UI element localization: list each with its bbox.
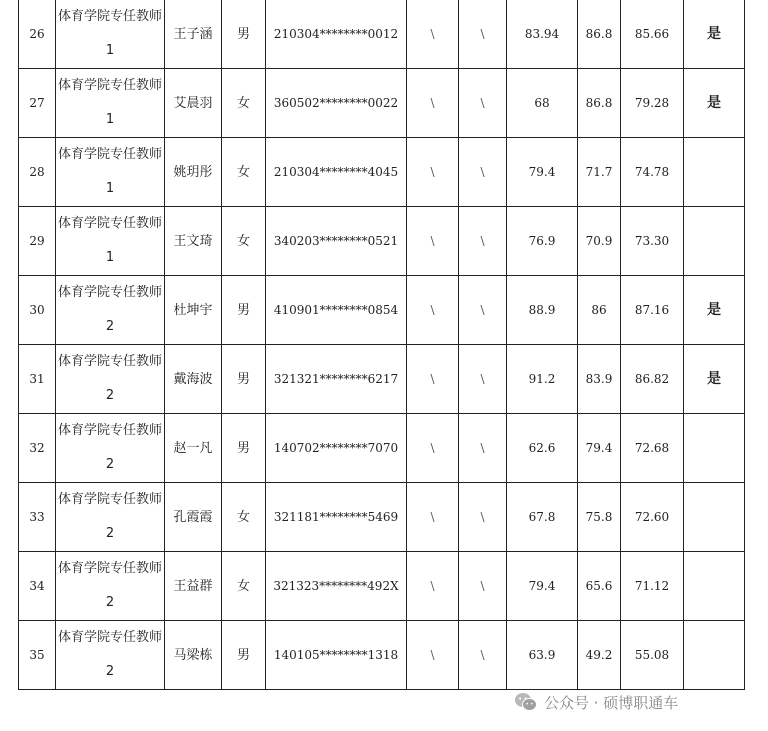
cell-position: 体育学院专任教师1 bbox=[56, 0, 165, 69]
cell-slash: \ bbox=[459, 552, 507, 621]
cell-score: 79.4 bbox=[507, 138, 578, 207]
table-row bbox=[19, 69, 745, 138]
cell-gender: 女 bbox=[222, 138, 266, 207]
cell-number: 28 bbox=[19, 138, 56, 207]
cell-score: 68 bbox=[507, 69, 578, 138]
cell-score: 79.4 bbox=[578, 414, 621, 483]
cell-name: 姚玥彤 bbox=[165, 138, 222, 207]
cell-number: 29 bbox=[19, 207, 56, 276]
cell-score: 86 bbox=[578, 276, 621, 345]
cell-score: 65.6 bbox=[578, 552, 621, 621]
cell-pass-status: 是 bbox=[684, 0, 745, 69]
cell-name: 王益群 bbox=[165, 552, 222, 621]
cell-score: 75.8 bbox=[578, 483, 621, 552]
cell-id-number: 340203********0521 bbox=[266, 207, 407, 276]
cell-pass-status bbox=[684, 552, 745, 621]
cell-name: 赵一凡 bbox=[165, 414, 222, 483]
cell-slash: \ bbox=[407, 483, 459, 552]
cell-total-score: 74.78 bbox=[621, 138, 684, 207]
cell-slash: \ bbox=[407, 552, 459, 621]
cell-pass-status: 是 bbox=[684, 69, 745, 138]
cell-id-number: 210304********0012 bbox=[266, 0, 407, 69]
cell-slash: \ bbox=[407, 138, 459, 207]
results-table-container bbox=[18, 0, 744, 690]
cell-slash: \ bbox=[459, 207, 507, 276]
cell-name: 孔霞霞 bbox=[165, 483, 222, 552]
cell-position: 体育学院专任教师2 bbox=[56, 345, 165, 414]
cell-name: 马梁栋 bbox=[165, 621, 222, 690]
cell-id-number: 140105********1318 bbox=[266, 621, 407, 690]
cell-score: 86.8 bbox=[578, 69, 621, 138]
cell-slash: \ bbox=[459, 276, 507, 345]
cell-pass-status: 是 bbox=[684, 276, 745, 345]
cell-position: 体育学院专任教师2 bbox=[56, 552, 165, 621]
table-row bbox=[19, 552, 745, 621]
cell-id-number: 360502********0022 bbox=[266, 69, 407, 138]
cell-id-number: 210304********4045 bbox=[266, 138, 407, 207]
cell-number: 27 bbox=[19, 69, 56, 138]
cell-gender: 男 bbox=[222, 345, 266, 414]
results-table bbox=[18, 0, 745, 690]
cell-name: 艾晨羽 bbox=[165, 69, 222, 138]
cell-pass-status: 是 bbox=[684, 345, 745, 414]
table-row bbox=[19, 345, 745, 414]
cell-slash: \ bbox=[459, 345, 507, 414]
cell-score: 76.9 bbox=[507, 207, 578, 276]
cell-id-number: 321181********5469 bbox=[266, 483, 407, 552]
cell-slash: \ bbox=[407, 345, 459, 414]
cell-score: 83.94 bbox=[507, 0, 578, 69]
cell-number: 26 bbox=[19, 0, 56, 69]
cell-gender: 男 bbox=[222, 621, 266, 690]
cell-pass-status bbox=[684, 483, 745, 552]
cell-score: 63.9 bbox=[507, 621, 578, 690]
cell-name: 王子涵 bbox=[165, 0, 222, 69]
cell-gender: 女 bbox=[222, 207, 266, 276]
cell-slash: \ bbox=[407, 0, 459, 69]
cell-slash: \ bbox=[459, 621, 507, 690]
cell-number: 32 bbox=[19, 414, 56, 483]
cell-slash: \ bbox=[407, 207, 459, 276]
cell-name: 王文琦 bbox=[165, 207, 222, 276]
cell-gender: 女 bbox=[222, 483, 266, 552]
cell-slash: \ bbox=[407, 69, 459, 138]
cell-slash: \ bbox=[459, 414, 507, 483]
table-row bbox=[19, 414, 745, 483]
cell-pass-status bbox=[684, 207, 745, 276]
cell-id-number: 321321********6217 bbox=[266, 345, 407, 414]
cell-gender: 男 bbox=[222, 414, 266, 483]
table-row bbox=[19, 621, 745, 690]
cell-name: 戴海波 bbox=[165, 345, 222, 414]
cell-slash: \ bbox=[407, 414, 459, 483]
cell-total-score: 72.60 bbox=[621, 483, 684, 552]
cell-total-score: 55.08 bbox=[621, 621, 684, 690]
cell-score: 67.8 bbox=[507, 483, 578, 552]
cell-id-number: 140702********7070 bbox=[266, 414, 407, 483]
cell-slash: \ bbox=[459, 69, 507, 138]
cell-pass-status bbox=[684, 414, 745, 483]
cell-score: 79.4 bbox=[507, 552, 578, 621]
cell-total-score: 87.16 bbox=[621, 276, 684, 345]
cell-number: 35 bbox=[19, 621, 56, 690]
cell-position: 体育学院专任教师1 bbox=[56, 138, 165, 207]
cell-score: 49.2 bbox=[578, 621, 621, 690]
cell-gender: 男 bbox=[222, 0, 266, 69]
cell-pass-status bbox=[684, 621, 745, 690]
cell-position: 体育学院专任教师1 bbox=[56, 207, 165, 276]
cell-total-score: 73.30 bbox=[621, 207, 684, 276]
table-row bbox=[19, 483, 745, 552]
cell-slash: \ bbox=[459, 0, 507, 69]
cell-pass-status bbox=[684, 138, 745, 207]
cell-score: 86.8 bbox=[578, 0, 621, 69]
cell-position: 体育学院专任教师1 bbox=[56, 69, 165, 138]
cell-score: 91.2 bbox=[507, 345, 578, 414]
cell-score: 62.6 bbox=[507, 414, 578, 483]
table-row bbox=[19, 0, 745, 69]
watermark-text: 公众号 · 硕博职通车 bbox=[544, 693, 679, 712]
cell-slash: \ bbox=[459, 483, 507, 552]
cell-id-number: 321323********492X bbox=[266, 552, 407, 621]
cell-score: 71.7 bbox=[578, 138, 621, 207]
cell-slash: \ bbox=[407, 276, 459, 345]
cell-total-score: 85.66 bbox=[621, 0, 684, 69]
cell-id-number: 410901********0854 bbox=[266, 276, 407, 345]
cell-position: 体育学院专任教师2 bbox=[56, 414, 165, 483]
cell-position: 体育学院专任教师2 bbox=[56, 483, 165, 552]
cell-position: 体育学院专任教师2 bbox=[56, 621, 165, 690]
results-table-body bbox=[19, 0, 745, 690]
table-row bbox=[19, 138, 745, 207]
cell-score: 88.9 bbox=[507, 276, 578, 345]
cell-total-score: 71.12 bbox=[621, 552, 684, 621]
table-row bbox=[19, 276, 745, 345]
cell-number: 30 bbox=[19, 276, 56, 345]
cell-gender: 女 bbox=[222, 552, 266, 621]
cell-position: 体育学院专任教师2 bbox=[56, 276, 165, 345]
cell-slash: \ bbox=[407, 621, 459, 690]
cell-gender: 女 bbox=[222, 69, 266, 138]
cell-number: 34 bbox=[19, 552, 56, 621]
cell-total-score: 79.28 bbox=[621, 69, 684, 138]
cell-number: 33 bbox=[19, 483, 56, 552]
cell-name: 杜坤宇 bbox=[165, 276, 222, 345]
cell-total-score: 72.68 bbox=[621, 414, 684, 483]
watermark bbox=[514, 688, 678, 716]
cell-total-score: 86.82 bbox=[621, 345, 684, 414]
wechat-icon bbox=[514, 691, 538, 713]
cell-score: 70.9 bbox=[578, 207, 621, 276]
cell-score: 83.9 bbox=[578, 345, 621, 414]
cell-slash: \ bbox=[459, 138, 507, 207]
table-row bbox=[19, 207, 745, 276]
cell-number: 31 bbox=[19, 345, 56, 414]
cell-gender: 男 bbox=[222, 276, 266, 345]
